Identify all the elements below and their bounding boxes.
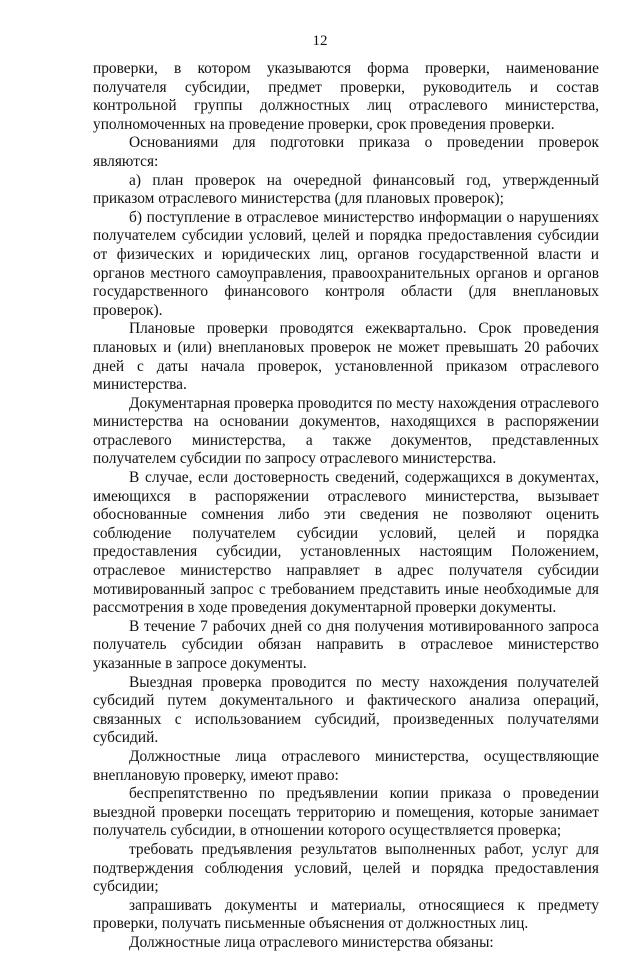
paragraph-documentary-inspection: Документарная проверка проводится по месту нахождения отраслевого министерства на основании документов, находящихся в распоряжении отраслевого министерства, а также документов, представленных получателем субсидии по запросу отраслевого министерства. — [93, 394, 599, 468]
paragraph-officials-rights: Должностные лица отраслевого министерства, осуществляющие внеплановую проверку, имеют право: — [93, 747, 599, 784]
page-number: 12 — [312, 33, 328, 49]
paragraph-ground-b: б) поступление в отраслевое министерство информации о нарушениях получателем субсидии условий, целей и порядка предоставления субсидии от физических и юридических лиц, органов государственной власти и органов местного самоуправления, правоохранительных органов и органов государственного финансового контроля области (для внеплановых проверок). — [93, 208, 599, 319]
paragraph-doubtful-info: В случае, если достоверность сведений, содержащихся в документах, имеющихся в распоряжении отраслевого министерства, вызывает обоснованные сомнения либо эти сведения не позволяют оценить соблюдение получателем субсидии условий, целей и порядка предоставления субсидии, установленных настоящим Положением, отраслевое министерство направляет в адрес получателя субсидии мотивированный запрос с требованием представить иные необходимые для рассмотрения в ходе проведения документарной проверки документы. — [93, 469, 599, 617]
paragraph-ground-a: а) план проверок на очередной финансовый год, утвержденный приказом отраслевого министерства (для плановых проверок); — [93, 171, 599, 208]
paragraph-right-visit: беспрепятственно по предъявлении копии приказа о проведении выездной проверки посещать территорию и помещения, которые занимает получатель субсидии, в отношении которого осуществляется проверка; — [93, 785, 599, 840]
paragraph-officials-obliged: Должностные лица отраслевого министерства обязаны: — [129, 933, 494, 951]
paragraph-planned-inspections: Плановые проверки проводятся ежеквартально. Срок проведения плановых и (или) внеплановых проверок не может превышать 20 рабочих дней с даты начала проверок, установленной приказом отраслевого министерства. — [93, 320, 599, 394]
paragraph-grounds-intro: Основаниями для подготовки приказа о проведении проверок являются: — [93, 134, 599, 170]
paragraph-onsite-inspection: Выездная проверка проводится по месту нахождения получателей субсидий путем документального и фактического анализа операций, связанных с использованием субсидий, произведенных получателями субсидий. — [93, 673, 599, 747]
paragraph-right-request: запрашивать документы и материалы, относящиеся к предмету проверки, получать письменные объяснения от должностных лиц. — [93, 896, 599, 933]
paragraph-continuation: проверки, в котором указываются форма проверки, наименование получателя субсидии, предмет проверки, руководитель и состав контрольной группы должностных лиц отраслевого министерства, уполномоченных на проведение проверки, срок проведения проверки. — [93, 60, 599, 133]
paragraph-seven-days: В течение 7 рабочих дней со дня получения мотивированного запроса получатель субсидии обязан направить в отраслевое министерство указанные в запросе документы. — [93, 617, 599, 672]
document-body — [93, 60, 599, 953]
paragraph-right-demand: требовать предъявления результатов выполненных работ, услуг для подтверждения соблюдения условий, целей и порядка предоставления субсидии; — [93, 840, 599, 896]
